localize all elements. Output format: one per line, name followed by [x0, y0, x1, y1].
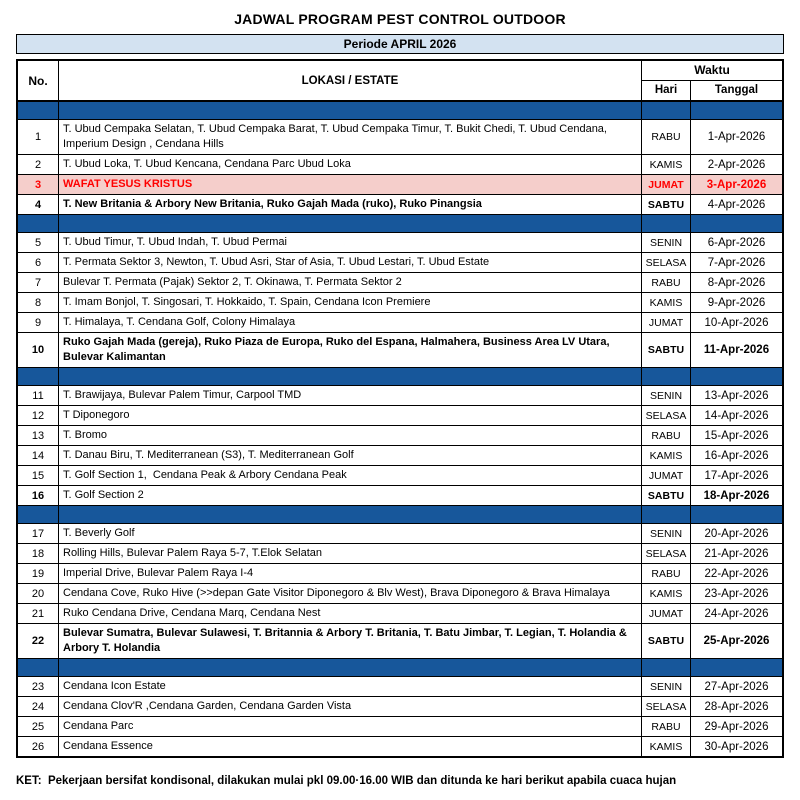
table-row [18, 232, 782, 252]
location-cell: T. Bromo [63, 429, 108, 441]
day-cell: SENIN [641, 233, 690, 252]
separator-no-cell [18, 215, 59, 232]
day-cell: SENIN [641, 386, 690, 405]
row-number-cell: 11 [18, 386, 59, 405]
location-cell: T. New Britania & Arbory New Britania, Ruko Gajah Mada (ruko), Ruko Pinangsia [63, 198, 482, 210]
day-cell: SABTU [641, 195, 690, 214]
separator-day-cell [641, 215, 690, 232]
schedule-table [16, 59, 784, 758]
row-number-cell: 21 [18, 604, 59, 623]
date-cell: 29-Apr-2026 [690, 717, 782, 736]
separator-day-cell [641, 368, 690, 385]
date-cell: 21-Apr-2026 [690, 544, 782, 563]
row-number-cell: 26 [18, 737, 59, 756]
table-row [18, 623, 782, 658]
date-cell: 17-Apr-2026 [690, 466, 782, 485]
header-tanggal: Tanggal [714, 84, 759, 96]
table-row [18, 405, 782, 425]
row-number-cell: 1 [18, 120, 59, 154]
date-cell: 20-Apr-2026 [690, 524, 782, 543]
day-cell: KAMIS [641, 737, 690, 756]
table-row [18, 445, 782, 465]
row-number-cell: 16 [18, 486, 59, 505]
row-number-cell: 22 [18, 624, 59, 658]
day-cell: SABTU [641, 486, 690, 505]
location-cell: WAFAT YESUS KRISTUS [63, 178, 193, 190]
header-lokasi-estate: LOKASI / ESTATE [301, 74, 399, 87]
row-number-cell: 19 [18, 564, 59, 583]
day-cell: SELASA [641, 406, 690, 425]
table-row [18, 716, 782, 736]
day-cell: SENIN [641, 677, 690, 696]
location-cell: Cendana Icon Estate [63, 680, 166, 692]
day-cell: KAMIS [641, 584, 690, 603]
separator-date-cell [690, 506, 782, 523]
table-row [18, 485, 782, 505]
day-cell: JUMAT [641, 466, 690, 485]
date-cell: 24-Apr-2026 [690, 604, 782, 623]
table-row [18, 676, 782, 696]
location-cell: Bulevar Sumatra, Bulevar Sulawesi, T. Britannia & Arbory T. Britania, T. Batu Jimbar, T. Legian, T. Holandia & Arbory T. Holandia [63, 627, 630, 654]
footer-note: KET: Pekerjaan bersifat kondisonal, dilakukan mulai pkl 09.00·16.00 WIB dan ditunda ke hari berikut apabila cuaca hujan [16, 775, 677, 787]
separator-date-cell [690, 368, 782, 385]
date-cell: 11-Apr-2026 [690, 333, 782, 367]
separator-date-cell [690, 659, 782, 676]
week-separator-row [18, 505, 782, 523]
location-cell: T. Golf Section 1, Cendana Peak & Arbory Cendana Peak [63, 469, 347, 481]
day-cell: SELASA [641, 697, 690, 716]
week-separator-row [18, 658, 782, 676]
day-cell: SABTU [641, 624, 690, 658]
location-cell: T Diponegoro [63, 409, 130, 421]
day-cell: JUMAT [641, 175, 690, 194]
table-row [18, 174, 782, 194]
table-row [18, 252, 782, 272]
location-cell: T. Himalaya, T. Cendana Golf, Colony Himalaya [63, 316, 296, 328]
date-cell: 1-Apr-2026 [690, 120, 782, 154]
day-cell: SABTU [641, 333, 690, 367]
date-cell: 3-Apr-2026 [690, 175, 782, 194]
date-cell: 18-Apr-2026 [690, 486, 782, 505]
separator-day-cell [641, 506, 690, 523]
day-cell: KAMIS [641, 293, 690, 312]
header-no: No. [18, 61, 59, 100]
location-cell: Rolling Hills, Bulevar Palem Raya 5-7, T.Elok Selatan [63, 547, 323, 559]
page-title: JADWAL PROGRAM PEST CONTROL OUTDOOR [234, 11, 566, 27]
location-cell: Ruko Cendana Drive, Cendana Marq, Cendana Nest [63, 607, 321, 619]
row-number-cell: 18 [18, 544, 59, 563]
date-cell: 30-Apr-2026 [690, 737, 782, 756]
location-cell: Cendana Parc [63, 720, 134, 732]
table-row [18, 543, 782, 563]
table-row [18, 194, 782, 214]
location-cell: Cendana Cove, Ruko Hive (>>depan Gate Visitor Diponegoro & Blv West), Brava Diponegoro & Brava Himalaya [63, 587, 610, 599]
day-cell: KAMIS [641, 155, 690, 174]
day-cell: SELASA [641, 253, 690, 272]
table-row [18, 154, 782, 174]
date-cell: 28-Apr-2026 [690, 697, 782, 716]
row-number-cell: 13 [18, 426, 59, 445]
separator-day-cell [641, 102, 690, 119]
day-cell: RABU [641, 273, 690, 292]
period-banner: Periode APRIL 2026 [16, 34, 784, 54]
table-row [18, 736, 782, 756]
row-number-cell: 7 [18, 273, 59, 292]
date-cell: 8-Apr-2026 [690, 273, 782, 292]
row-number-cell: 14 [18, 446, 59, 465]
location-cell: Cendana Clov'R ,Cendana Garden, Cendana Garden Vista [63, 700, 352, 712]
row-number-cell: 3 [18, 175, 59, 194]
row-number-cell: 4 [18, 195, 59, 214]
table-row [18, 292, 782, 312]
separator-no-cell [18, 506, 59, 523]
day-cell: JUMAT [641, 604, 690, 623]
separator-location-cell [59, 506, 641, 523]
table-row [18, 272, 782, 292]
table-row [18, 523, 782, 543]
row-number-cell: 17 [18, 524, 59, 543]
row-number-cell: 12 [18, 406, 59, 425]
date-cell: 7-Apr-2026 [690, 253, 782, 272]
header-hari: Hari [642, 81, 691, 100]
row-number-cell: 6 [18, 253, 59, 272]
day-cell: RABU [641, 564, 690, 583]
header-waktu-sub [642, 81, 782, 100]
location-cell: T. Permata Sektor 3, Newton, T. Ubud Asri, Star of Asia, T. Ubud Lestari, T. Ubud Estate [63, 256, 490, 268]
separator-location-cell [59, 102, 641, 119]
date-cell: 15-Apr-2026 [690, 426, 782, 445]
table-row [18, 312, 782, 332]
location-cell: T. Beverly Golf [63, 527, 135, 539]
separator-no-cell [18, 659, 59, 676]
date-cell: 2-Apr-2026 [690, 155, 782, 174]
location-cell: Ruko Gajah Mada (gereja), Ruko Piaza de Europa, Ruko del Espana, Halmahera, Business Area LV Utara, Bulevar Kalimantan [63, 336, 613, 363]
location-cell: T. Imam Bonjol, T. Singosari, T. Hokkaido, T. Spain, Cendana Icon Premiere [63, 296, 431, 308]
day-cell: SENIN [641, 524, 690, 543]
date-cell: 14-Apr-2026 [690, 406, 782, 425]
table-row [18, 696, 782, 716]
date-cell: 9-Apr-2026 [690, 293, 782, 312]
row-number-cell: 2 [18, 155, 59, 174]
location-cell: T. Ubud Loka, T. Ubud Kencana, Cendana Parc Ubud Loka [63, 158, 351, 170]
separator-no-cell [18, 102, 59, 119]
location-cell: T. Ubud Timur, T. Ubud Indah, T. Ubud Permai [63, 236, 287, 248]
table-row [18, 563, 782, 583]
separator-location-cell [59, 368, 641, 385]
location-cell: Imperial Drive, Bulevar Palem Raya I-4 [63, 567, 254, 579]
week-separator-row [18, 102, 782, 119]
row-number-cell: 24 [18, 697, 59, 716]
separator-no-cell [18, 368, 59, 385]
week-separator-row [18, 214, 782, 232]
date-cell: 16-Apr-2026 [690, 446, 782, 465]
row-number-cell: 8 [18, 293, 59, 312]
table-row [18, 465, 782, 485]
location-cell: T. Ubud Cempaka Selatan, T. Ubud Cempaka Barat, T. Ubud Cempaka Timur, T. Bukit Chedi, T. Ubud Cendana, Imperium Design , Cendana Hills [63, 123, 611, 150]
location-cell: Bulevar T. Permata (Pajak) Sektor 2, T. Okinawa, T. Permata Sektor 2 [63, 276, 402, 288]
location-cell: Cendana Essence [63, 740, 153, 752]
table-body [18, 102, 782, 756]
date-cell: 13-Apr-2026 [690, 386, 782, 405]
date-cell: 25-Apr-2026 [690, 624, 782, 658]
row-number-cell: 25 [18, 717, 59, 736]
row-number-cell: 23 [18, 677, 59, 696]
table-row [18, 603, 782, 623]
date-cell: 6-Apr-2026 [690, 233, 782, 252]
row-number-cell: 10 [18, 333, 59, 367]
separator-date-cell [690, 215, 782, 232]
row-number-cell: 5 [18, 233, 59, 252]
separator-location-cell [59, 215, 641, 232]
date-cell: 22-Apr-2026 [690, 564, 782, 583]
table-row [18, 332, 782, 367]
date-cell: 27-Apr-2026 [690, 677, 782, 696]
separator-date-cell [690, 102, 782, 119]
day-cell: SELASA [641, 544, 690, 563]
header-waktu-block [641, 61, 782, 100]
row-number-cell: 9 [18, 313, 59, 332]
table-row [18, 119, 782, 154]
table-row [18, 385, 782, 405]
table-row [18, 425, 782, 445]
day-cell: RABU [641, 717, 690, 736]
location-cell: T. Danau Biru, T. Mediterranean (S3), T. Mediterranean Golf [63, 449, 354, 461]
date-cell: 23-Apr-2026 [690, 584, 782, 603]
location-cell: T. Brawijaya, Bulevar Palem Timur, Carpool TMD [63, 389, 302, 401]
header-waktu: Waktu [642, 61, 782, 81]
separator-location-cell [59, 659, 641, 676]
table-row [18, 583, 782, 603]
location-cell: T. Golf Section 2 [63, 489, 144, 501]
date-cell: 10-Apr-2026 [690, 313, 782, 332]
day-cell: RABU [641, 120, 690, 154]
separator-day-cell [641, 659, 690, 676]
row-number-cell: 15 [18, 466, 59, 485]
day-cell: KAMIS [641, 446, 690, 465]
day-cell: RABU [641, 426, 690, 445]
row-number-cell: 20 [18, 584, 59, 603]
day-cell: JUMAT [641, 313, 690, 332]
date-cell: 4-Apr-2026 [690, 195, 782, 214]
week-separator-row [18, 367, 782, 385]
table-header [18, 61, 782, 102]
